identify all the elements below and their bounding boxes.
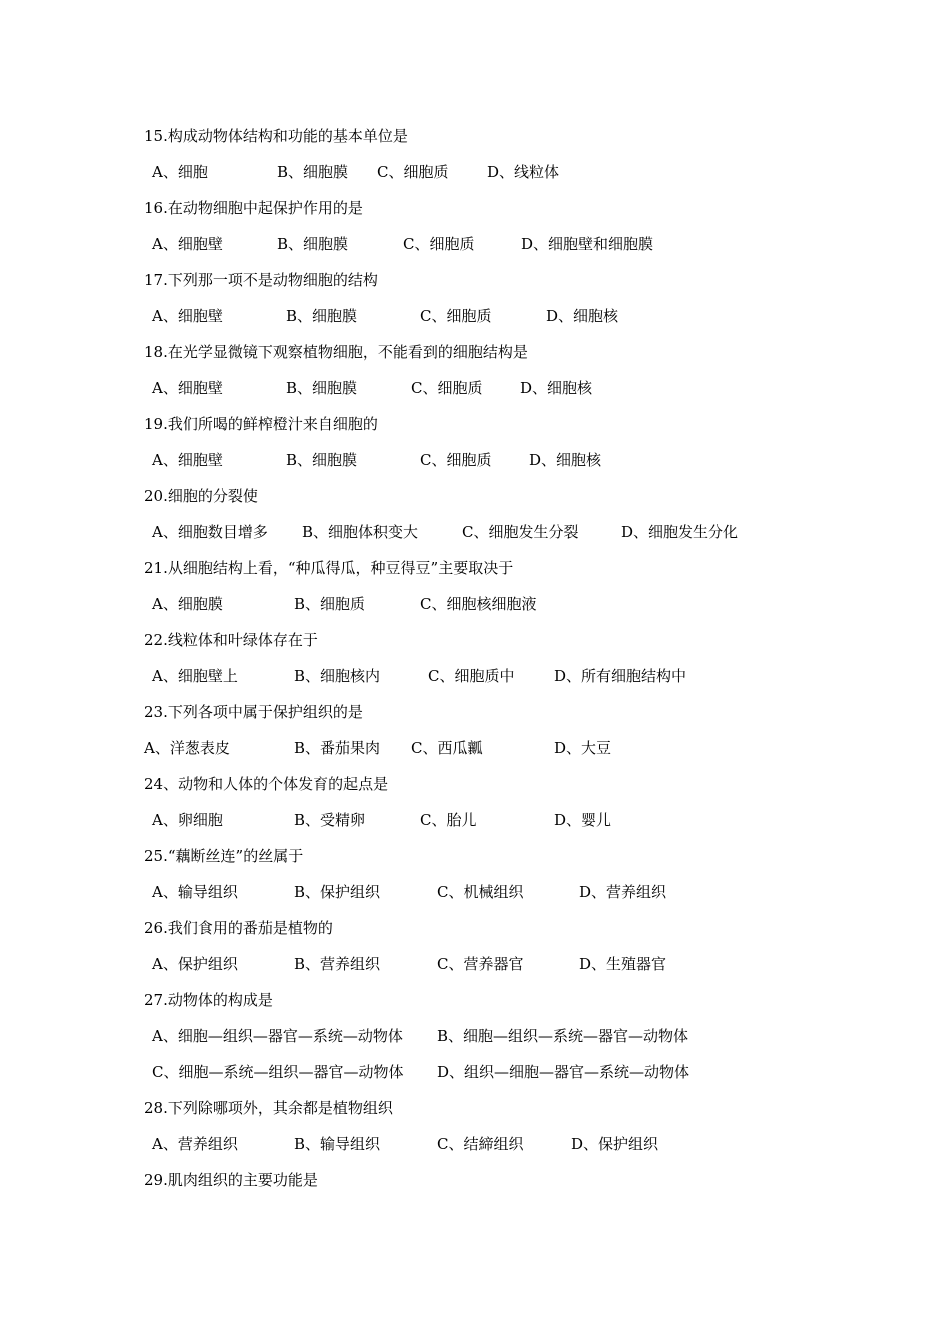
- q28-option-a: A、营养组织: [152, 1135, 238, 1153]
- q22-option-a: A、细胞壁上: [152, 667, 238, 685]
- q25-option-a: A、输导组织: [152, 883, 238, 901]
- q23-option-c: C、西瓜瓤: [411, 739, 483, 757]
- q26-option-d: D、生殖器官: [579, 955, 667, 973]
- question-20-stem: 20.细胞的分裂使: [144, 487, 258, 505]
- q18-option-c: C、细胞质: [411, 379, 483, 397]
- question-18-options: [0, 376, 950, 400]
- q28-option-d: D、保护组织: [571, 1135, 659, 1153]
- q21-option-c: C、细胞核细胞液: [420, 595, 537, 613]
- q25-option-c: C、机械组织: [437, 883, 524, 901]
- q23-option-d: D、大豆: [554, 739, 612, 757]
- q18-option-a: A、细胞壁: [152, 379, 223, 397]
- question-21-options: [0, 592, 950, 616]
- q17-option-b: B、细胞膜: [286, 307, 358, 325]
- q17-option-a: A、细胞壁: [152, 307, 223, 325]
- question-17-stem: 17.下列那一项不是动物细胞的结构: [144, 271, 378, 289]
- q24-option-b: B、受精卵: [294, 811, 366, 829]
- q20-option-c: C、细胞发生分裂: [462, 523, 579, 541]
- question-17-options: [0, 304, 950, 328]
- q20-option-a: A、细胞数目增多: [152, 523, 268, 541]
- q28-option-b: B、输导组织: [294, 1135, 381, 1153]
- question-26-options: [0, 952, 950, 976]
- q21-option-a: A、细胞膜: [152, 595, 223, 613]
- question-29-stem: 29.肌肉组织的主要功能是: [144, 1171, 318, 1189]
- q16-option-d: D、细胞壁和细胞膜: [521, 235, 654, 253]
- q27-option-b: B、细胞—组织—系统—器官—动物体: [437, 1027, 689, 1045]
- question-15-options: [0, 160, 950, 184]
- q16-option-a: A、细胞壁: [152, 235, 223, 253]
- question-23-options: [0, 736, 950, 760]
- q25-option-b: B、保护组织: [294, 883, 381, 901]
- q16-option-b: B、细胞膜: [277, 235, 349, 253]
- question-24-options: [0, 808, 950, 832]
- q24-option-a: A、卵细胞: [152, 811, 223, 829]
- question-16-stem: 16.在动物细胞中起保护作用的是: [144, 199, 363, 217]
- q20-option-d: D、细胞发生分化: [621, 523, 739, 541]
- q19-option-b: B、细胞膜: [286, 451, 358, 469]
- q26-option-b: B、营养组织: [294, 955, 381, 973]
- q19-option-d: D、细胞核: [529, 451, 602, 469]
- q27-option-c: C、细胞—系统—组织—器官—动物体: [152, 1063, 404, 1081]
- question-26-stem: 26.我们食用的番茄是植物的: [144, 919, 333, 937]
- q17-option-c: C、细胞质: [420, 307, 492, 325]
- question-27-stem: 27.动物体的构成是: [144, 991, 273, 1009]
- q28-option-c: C、结締组织: [437, 1135, 524, 1153]
- question-27-options-row-1: [0, 1024, 950, 1048]
- q15-option-a: A、细胞: [152, 163, 208, 181]
- q22-option-c: C、细胞质中: [428, 667, 515, 685]
- question-16-options: [0, 232, 950, 256]
- question-25-options: [0, 880, 950, 904]
- question-21-stem: 21.从细胞结构上看，“种瓜得瓜，种豆得豆”主要取决于: [144, 559, 514, 577]
- q23-option-a: A、洋葱表皮: [144, 739, 230, 757]
- q20-option-b: B、细胞体积变大: [302, 523, 419, 541]
- q23-option-b: B、番茄果肉: [294, 739, 381, 757]
- q19-option-c: C、细胞质: [420, 451, 492, 469]
- q21-option-b: B、细胞质: [294, 595, 366, 613]
- question-18-stem: 18.在光学显微镜下观察植物细胞，不能看到的细胞结构是: [144, 343, 528, 361]
- question-20-options: [0, 520, 950, 544]
- q26-option-a: A、保护组织: [152, 955, 238, 973]
- q22-option-d: D、所有细胞结构中: [554, 667, 687, 685]
- q26-option-c: C、营养器官: [437, 955, 524, 973]
- question-28-stem: 28.下列除哪项外，其余都是植物组织: [144, 1099, 393, 1117]
- q15-option-c: C、细胞质: [377, 163, 449, 181]
- q19-option-a: A、细胞壁: [152, 451, 223, 469]
- q15-option-d: D、线粒体: [487, 163, 560, 181]
- question-19-stem: 19.我们所喝的鲜榨橙汁来自细胞的: [144, 415, 378, 433]
- q24-option-d: D、婴儿: [554, 811, 612, 829]
- question-22-options: [0, 664, 950, 688]
- question-22-stem: 22.线粒体和叶绿体存在于: [144, 631, 318, 649]
- question-25-stem: 25.“藕断丝连”的丝属于: [144, 847, 304, 865]
- q18-option-b: B、细胞膜: [286, 379, 358, 397]
- question-15-stem: 15.构成动物体结构和功能的基本单位是: [144, 127, 408, 145]
- question-24-stem: 24、动物和人体的个体发育的起点是: [144, 775, 389, 793]
- q24-option-c: C、胎儿: [420, 811, 477, 829]
- q22-option-b: B、细胞核内: [294, 667, 381, 685]
- q27-option-a: A、细胞—组织—器官—系统—动物体: [152, 1027, 403, 1045]
- q27-option-d: D、组织—细胞—器官—系统—动物体: [437, 1063, 690, 1081]
- question-28-options: [0, 1132, 950, 1156]
- q15-option-b: B、细胞膜: [277, 163, 349, 181]
- q16-option-c: C、细胞质: [403, 235, 475, 253]
- question-27-options-row-2: [0, 1060, 950, 1084]
- q18-option-d: D、细胞核: [520, 379, 593, 397]
- question-23-stem: 23.下列各项中属于保护组织的是: [144, 703, 363, 721]
- q25-option-d: D、营养组织: [579, 883, 667, 901]
- question-19-options: [0, 448, 950, 472]
- q17-option-d: D、细胞核: [546, 307, 619, 325]
